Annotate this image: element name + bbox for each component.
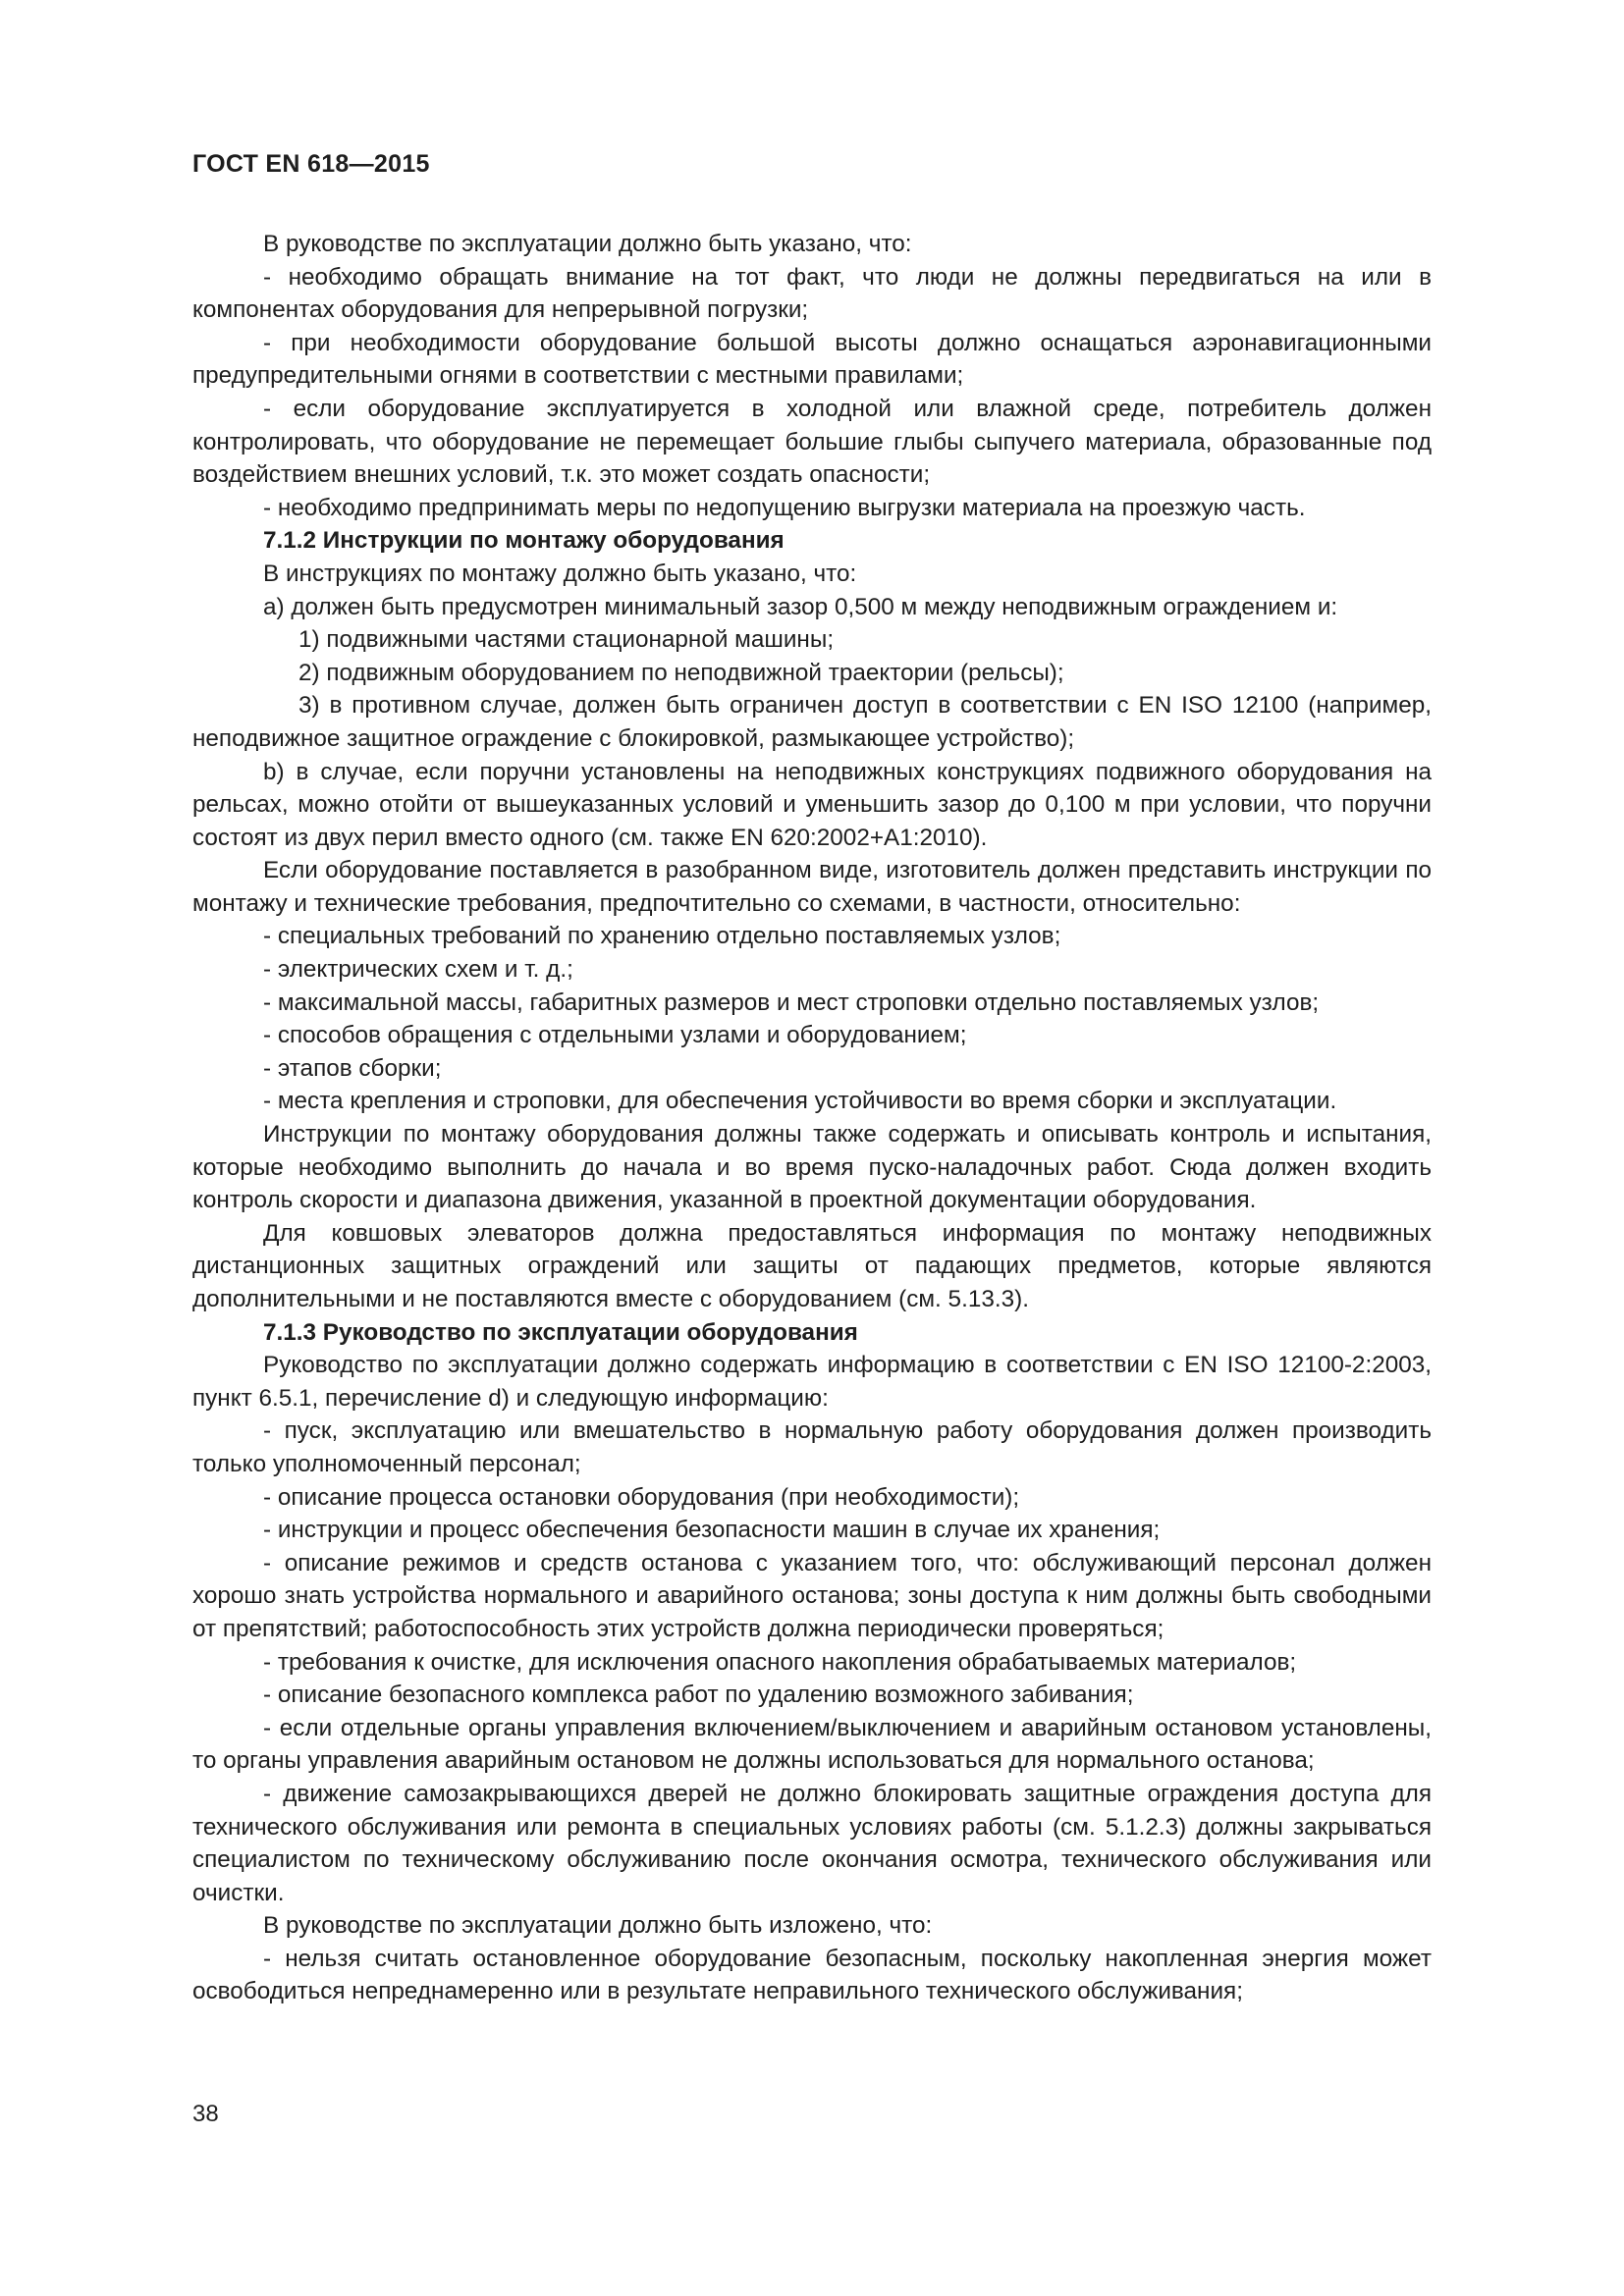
list-item: - инструкции и процесс обеспечения безопасности машин в случае их хранения; [263,1517,1161,1544]
list-item: - необходимо предпринимать меры по недопущению выгрузки материала на проезжую часть. [263,494,1306,521]
list-item: - электрических схем и т. д.; [263,956,573,984]
paragraph: В руководстве по эксплуатации должно быть указано, что: [263,231,912,257]
page-number: 38 [192,2101,219,2127]
document-body [192,228,1432,2008]
list-item: - требования к очистке, для исключения опасного накопления обрабатываемых материалов; [263,1648,1297,1676]
list-item: - если оборудование эксплуатируется в холодной или влажной среде, потребитель должен контролировать, что оборудование не перемещает большие глыбы сыпучего материала, образованные под воздействием внешних условий, т.к. это может создать опасности; [192,395,1432,489]
sub-list-item: 1) подвижными частями стационарной машины; [298,626,835,654]
list-item: - места крепления и строповки, для обеспечения устойчивости во время сборки и эксплуатации. [263,1088,1337,1115]
list-item: b) в случае, если поручни установлены на неподвижных конструкциях подвижного оборудования на рельсах, можно отойти от вышеуказанных условий и уменьшить зазор до 0,100 м при условии, что поручни состоят из двух перил вместо одного (см. также EN 620:2002+A1:2010). [192,758,1432,851]
list-item: - нельзя считать остановленное оборудование безопасным, поскольку накопленная энергия может освободиться непреднамеренно или в результате неправильного технического обслуживания; [192,1945,1432,2005]
list-item: - максимальной массы, габаритных размеров и мест строповки отдельно поставляемых узлов; [263,988,1320,1016]
list-item: - описание процесса остановки оборудования (при необходимости); [263,1483,1020,1511]
list-item: - описание безопасного комплекса работ по удалению возможного забивания; [263,1682,1134,1709]
list-item: - специальных требований по хранению отдельно поставляемых узлов; [263,923,1061,950]
sub-list-item: 3) в противном случае, должен быть ограничен доступ в соответствии с EN ISO 12100 (например, неподвижное защитное ограждение с блокировкой, размыкающее устройство); [192,692,1432,752]
list-item: - описание режимов и средств останова с указанием того, что: обслуживающий персонал должен хорошо знать устройства нормального и аварийного останова; зоны доступа к ним должны быть свободными от препятствий; работоспособность этих устройств должна периодически проверяться; [192,1549,1432,1642]
list-item: - при необходимости оборудование большой высоты должно оснащаться аэронавигационными предупредительными огнями в соответствии с местными правилами; [192,329,1432,390]
paragraph: В руководстве по эксплуатации должно быть изложено, что: [263,1912,933,1940]
document-header: ГОСТ EN 618—2015 [192,150,430,178]
section-heading-7-1-3: 7.1.3 Руководство по эксплуатации оборудования [263,1318,858,1346]
paragraph: Для ковшовых элеваторов должна предоставляться информация по монтажу неподвижных дистанционных защитных ограждений или защиты от падающих предметов, которые являются дополнительными и не поставляются вместе с оборудованием (см. 5.13.3). [192,1219,1432,1312]
paragraph: В инструкциях по монтажу должно быть указано, что: [263,560,857,587]
sub-list-item: 2) подвижным оборудованием по неподвижной траектории (рельсы); [298,659,1064,686]
list-item: - необходимо обращать внимание на тот факт, что люди не должны передвигаться на или в компонентах оборудования для непрерывной погрузки; [192,263,1432,324]
list-item: - если отдельные органы управления включением/выключением и аварийным остановом установлены, то органы управления аварийным остановом не должны использоваться для нормального останова; [192,1714,1432,1775]
paragraph: Инструкции по монтажу оборудования должны также содержать и описывать контроль и испытания, которые необходимо выполнить до начала и во время пуско-наладочных работ. Сюда должен входить контроль скорости и диапазона движения, указанной в проектной документации оборудования. [192,1121,1432,1214]
list-item: - движение самозакрывающихся дверей не должно блокировать защитные ограждения доступа для технического обслуживания или ремонта в специальных условиях работы (см. 5.1.2.3) должны закрываться специалистом по техническому обслуживанию после окончания осмотра, технического обслуживания или очистки. [192,1780,1432,1906]
list-item: - пуск, эксплуатацию или вмешательство в нормальную работу оборудования должен производить только уполномоченный персонал; [192,1417,1432,1477]
section-heading-7-1-2: 7.1.2 Инструкции по монтажу оборудования [263,527,785,555]
list-item: а) должен быть предусмотрен минимальный зазор 0,500 м между неподвижным ограждением и: [263,593,1338,620]
list-item: - способов обращения с отдельными узлами и оборудованием; [263,1022,967,1049]
list-item: - этапов сборки; [263,1054,442,1082]
paragraph: Если оборудование поставляется в разобранном виде, изготовитель должен представить инструкции по монтажу и технические требования, предпочтительно со схемами, в частности, относительно: [192,857,1432,917]
paragraph: Руководство по эксплуатации должно содержать информацию в соответствии с EN ISO 12100-2:2003, пункт 6.5.1, перечисление d) и следующую информацию: [192,1352,1432,1412]
